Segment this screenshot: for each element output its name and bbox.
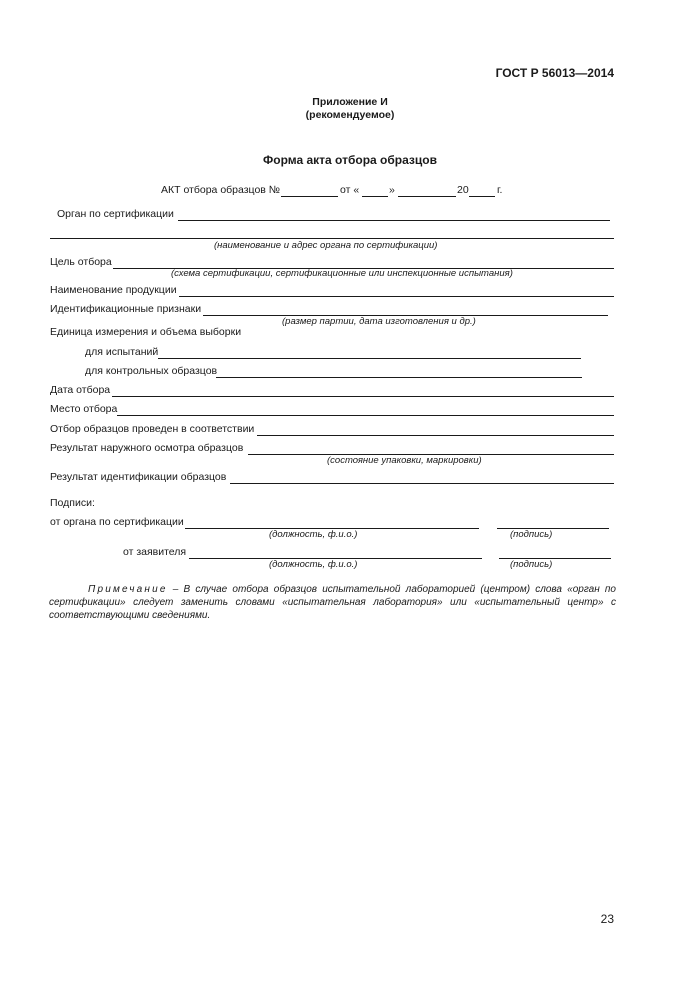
- identification-result-line[interactable]: [230, 483, 614, 484]
- signature-applicant-position-hint: (должность, ф.и.о.): [269, 559, 358, 570]
- certification-body-line[interactable]: [178, 220, 610, 221]
- certification-body-label: Орган по сертификации: [57, 208, 174, 220]
- signatures-heading: Подписи:: [50, 497, 95, 509]
- identification-result-label: Результат идентификации образцов: [50, 471, 227, 483]
- identification-label: Идентификационные признаки: [50, 303, 202, 315]
- signature-applicant-sign-hint: (подпись): [510, 559, 553, 570]
- product-name-line[interactable]: [179, 296, 614, 297]
- appendix-label: Приложение И: [312, 96, 388, 108]
- signature-body-sign-hint: (подпись): [510, 529, 553, 540]
- certification-body-hint: (наименование и адрес органа по сертификации): [214, 240, 438, 251]
- identification-hint: (размер партии, дата изготовления и др.): [282, 316, 476, 327]
- compliance-label: Отбор образцов проведен в соответствии: [50, 423, 255, 435]
- note-paragraph: [49, 583, 616, 622]
- act-year-suffix: г.: [497, 184, 503, 196]
- for-control-line[interactable]: [216, 377, 582, 378]
- note-label: Примечание: [88, 584, 168, 595]
- for-tests-label: для испытаний: [85, 346, 159, 358]
- certification-body-line-2[interactable]: [50, 238, 614, 239]
- signature-applicant-label: от заявителя: [123, 546, 187, 558]
- date-label: Дата отбора: [50, 384, 111, 396]
- place-label: Место отбора: [50, 403, 118, 415]
- product-name-label: Наименование продукции: [50, 284, 177, 296]
- note-text: – В случае отбора образцов испытательной лабораторией (центром) слова «орган по сертификации» следует заменить словами «испытательная лаборатория» или «испытательный центр» с соответствующими сведениями.: [49, 584, 616, 621]
- page-number: 23: [600, 912, 614, 926]
- inspection-result-label: Результат наружного осмотра образцов: [50, 442, 244, 454]
- act-year-line[interactable]: [469, 196, 495, 197]
- signature-body-position-hint: (должность, ф.и.о.): [269, 529, 358, 540]
- form-title: Форма акта отбора образцов: [263, 153, 437, 167]
- purpose-label: Цель отбора: [50, 256, 112, 268]
- unit-label: Единица измерения и объема выборки: [50, 326, 242, 338]
- act-label: АКТ отбора образцов №: [161, 184, 281, 196]
- date-line[interactable]: [112, 396, 614, 397]
- appendix-status: (рекомендуемое): [305, 109, 395, 121]
- for-tests-line[interactable]: [158, 358, 581, 359]
- inspection-hint: (состояние упаковки, маркировки): [327, 455, 482, 466]
- compliance-line[interactable]: [257, 435, 614, 436]
- act-month-line[interactable]: [398, 196, 456, 197]
- standard-number: ГОСТ Р 56013—2014: [495, 66, 614, 80]
- for-control-label: для контрольных образцов: [85, 365, 218, 377]
- signature-body-label: от органа по сертификации: [50, 516, 184, 528]
- act-day-line[interactable]: [362, 196, 388, 197]
- act-quote-close: »: [389, 184, 395, 196]
- act-from-label: от «: [340, 184, 360, 196]
- act-year-prefix: 20: [457, 184, 469, 196]
- place-line[interactable]: [117, 415, 614, 416]
- purpose-hint: (схема сертификации, сертификационные или инспекционные испытания): [171, 268, 513, 279]
- act-number-line[interactable]: [281, 196, 338, 197]
